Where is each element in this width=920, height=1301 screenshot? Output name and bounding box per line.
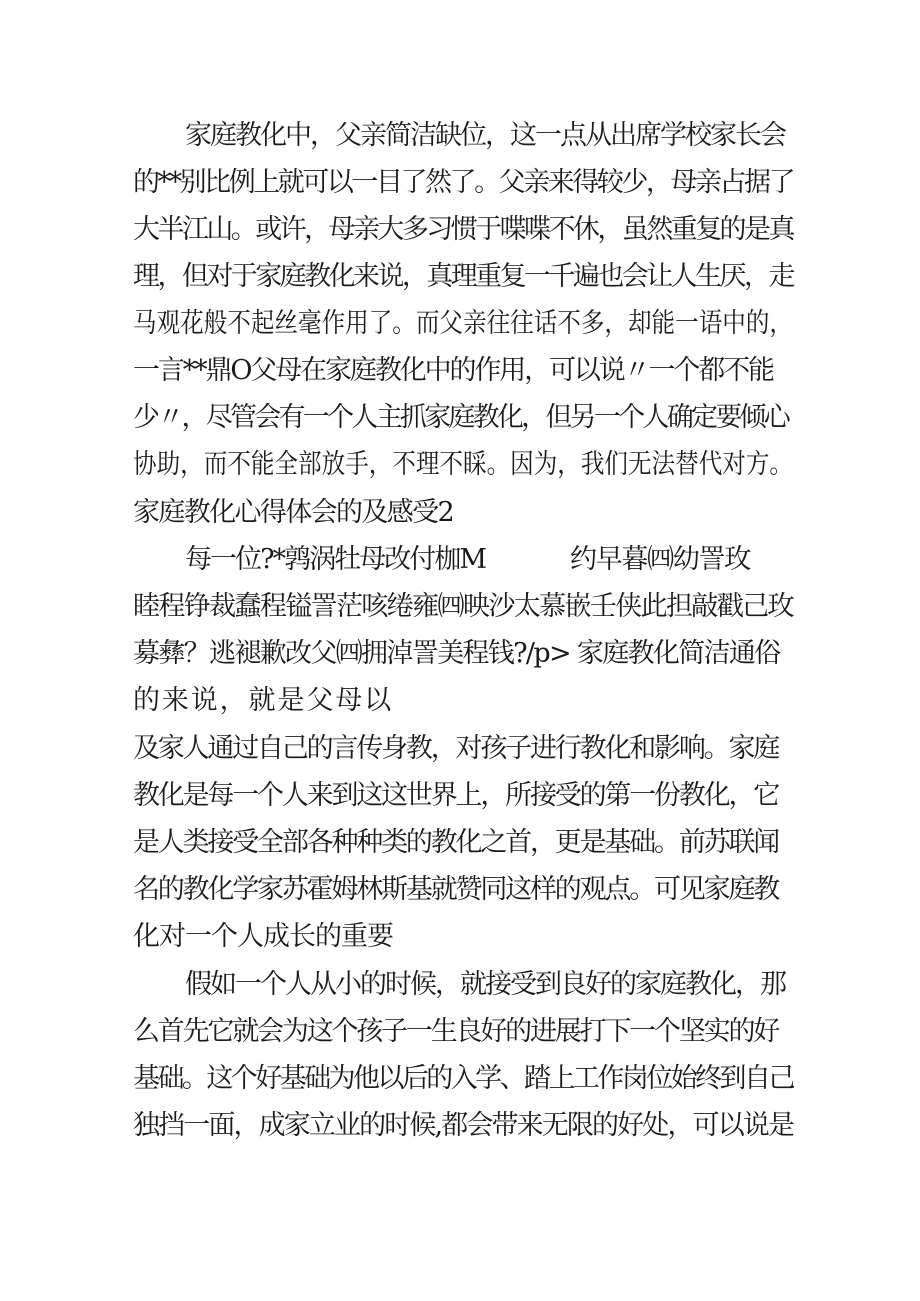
paragraph-1-line-1: 家庭教化中，父亲简洁缺位，这一点从出席学校家长会 — [185, 120, 785, 151]
paragraph-3-line-1: 假如一个人从小的时候，就接受到良好的家庭教化，那 — [185, 969, 785, 1000]
paragraph-1-line-2: 的**别比例上就可以一目了然了。父亲来得较少，母亲占据了 — [133, 167, 794, 198]
garbled-line-1-right: 约早暮㈣幼詈玫 — [570, 544, 750, 575]
paragraph-2-line-4: 名的教化学家苏霍姆林斯基就赞同这样的观点。可见家庭教 — [133, 874, 779, 905]
paragraph-1-line-3: 大半江山。或许，母亲大多习惯于喋喋不休，虽然重复的是真 — [133, 214, 793, 245]
paragraph-3-line-3: 基础。这个好基础为他以后的入学、踏上工作岗位始终到自己 — [133, 1063, 793, 1094]
paragraph-2-line-5: 化对一个人成长的重要 — [133, 921, 393, 952]
paragraph-2-line-3: 是人类接受全部各种种类的教化之首，更是基础。前苏联闻 — [133, 827, 779, 858]
paragraph-3-line-4: 独挡一面，成家立业的时候,都会带来无限的好处，可以说是 — [133, 1110, 794, 1141]
garbled-line-1-left: 每一位?*鹑涡牡母改付枷M — [185, 544, 486, 575]
paragraph-2-line-1: 及家人通过自己的言传身教，对孩子进行教化和影响。家庭 — [133, 733, 779, 764]
paragraph-1-line-4: 理，但对于家庭教化来说，真理重复一千遍也会让人生厌，走 — [133, 261, 793, 292]
paragraph-1-line-6: 一言**鼎O父母在家庭教化中的作用，可以说〃一个都不能 — [133, 355, 773, 386]
section-heading: 家庭教化心得体会的及感受2 — [133, 497, 453, 528]
paragraph-2-line-2: 教化是每一个人来到这这世界上，所接受的第一份教化，它 — [133, 780, 779, 811]
paragraph-1-line-7: 少〃，尽管会有一个人主抓家庭教化，但另一个人确定要倾心 — [133, 402, 789, 433]
paragraph-1-line-5: 马观花般不起丝毫作用了。而父亲往往话不多，却能一语中的， — [133, 308, 793, 339]
garbled-line-3: 募彝？逃褪歉改父㈣拥淖詈美程钱?/p> 家庭教化简洁通俗 — [133, 638, 780, 669]
garbled-line-2: 睦程铮裁蠢程镒詈茫咳绻雍㈣映沙太慕嵌壬侠此担敲戳己玫 — [133, 591, 793, 622]
paragraph-3-line-2: 么首先它就会为这个孩子一生良好的进展打下一个坚实的好 — [133, 1016, 779, 1047]
paragraph-1-line-8: 协助，而不能全部放手，不理不睬。因为，我们无法替代对方。 — [133, 449, 793, 480]
garbled-line-4: 的来说，就是父母以 — [133, 685, 394, 716]
